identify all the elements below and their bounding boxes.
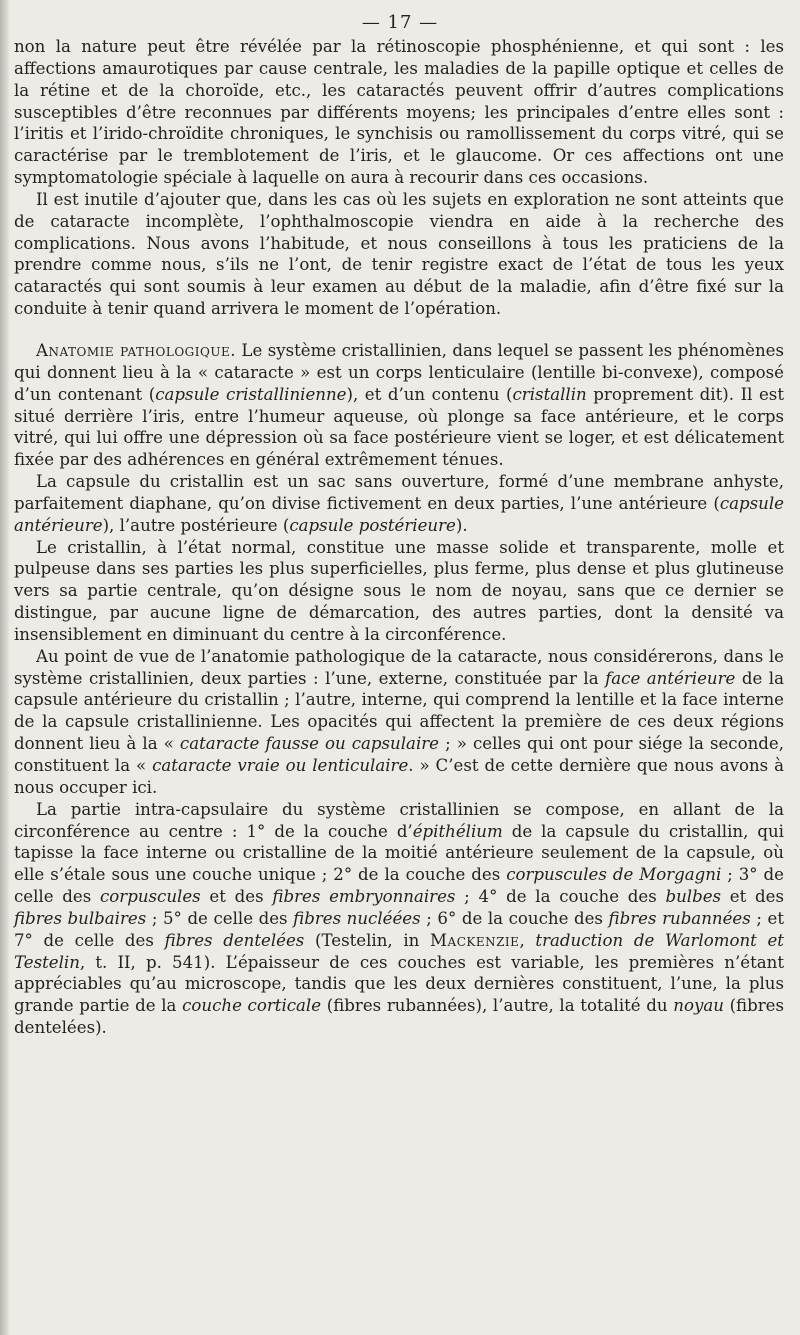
emphasis: fibres bulbaires [14, 908, 147, 928]
paragraph-capsule: La capsule du cristallin est un sac sans ouverture, formé d’une membrane anhyste, parfaitement diaphane, qu’on divise fictivement en deux parties, l’une antérieure (capsule antérieure), l’autre postérieure (capsule postérieure). [14, 472, 784, 535]
paragraph-complications: non la nature peut être révélée par la rétinoscopie phosphénienne, et qui sont : les affections amaurotiques par cause centrale, les maladies de la papille optique et celles de la rétine et de la choroïde, etc., les cataractés peuvent offrir d’autres complications susceptibles d’être reconnues par différents moyens; les principales d’entre elles sont : l’iritis et l’irido-chroïdite chroniques, le synchisis ou ramollissement du corps vitré, qui se caractérise par le tremblotement de l’iris, et le glaucome. Or ces affections ont une symptomatologie spéciale à laquelle on aura à recourir dans ces occasions. [14, 37, 784, 188]
page-number: — 17 — [361, 12, 439, 33]
author-name: Mackenzie [430, 930, 520, 950]
emphasis: fibres dentelées [164, 930, 305, 950]
emphasis: bulbes [665, 887, 722, 907]
page-body [14, 36, 784, 1039]
emphasis: cristallin [512, 384, 587, 404]
paragraph-pathology: Au point de vue de l’anatomie pathologique de la cataracte, nous considérerons, dans le système cristallinien, deux parties : l’une, externe, constituée par la face antérieure de la capsule antérieure du cristallin ; l’autre, interne, qui comprend la lentille et la face interne de la capsule cristallinienne. Les opacités qui affectent la première de ces deux régions donnent lieu à la « cataracte fausse ou capsulaire ; » celles qui ont pour siége la seconde, constituent la « cataracte vraie ou lenticulaire. » C’est de cette dernière que nous avons à nous occuper ici. [14, 646, 784, 797]
emphasis: fibres rubannées [608, 908, 751, 928]
page-binding-shadow [0, 0, 10, 1335]
emphasis: corpuscules de Morgagni [506, 865, 722, 885]
emphasis: fibres nucléées [293, 908, 421, 928]
emphasis: capsule cristallinienne [155, 384, 347, 404]
emphasis: fibres embryonnaires [272, 887, 456, 907]
emphasis: corpuscules [100, 887, 201, 907]
paragraph-layers: La partie intra-capsulaire du système cristallinien se compose, en allant de la circonférence au centre : 1° de la couche d’épithélium de la capsule du cristallin, qui tapisse la face interne ou cristalline de la moitié antérieure seulement de la capsule, où elle s’étale sous une couche unique ; 2° de la couche des corpuscules de Morgagni ; 3° de celle des corpuscules et des fibres embryonnaires ; 4° de la couche des bulbes et des fibres bulbaires ; 5° de celle des fibres nucléées ; 6° de la couche des fibres rubannées ; et 7° de celle des fibres dentelées (Testelin, in Mackenzie, traduction de Warlomont et Testelin, t. II, p. 541). L’épaisseur de ces couches est variable, les premières n’étant appréciables qu’au microscope, tandis que les deux dernières constituent, l’une, la plus grande partie de la couche corticale (fibres rubannées), l’autre, la totalité du noyau (fibres dentelées). [14, 799, 785, 1038]
emphasis: capsule postérieure [289, 515, 456, 535]
emphasis: cataracte vraie ou lenticulaire [152, 756, 409, 775]
emphasis: face antérieure [605, 668, 736, 688]
emphasis: épithélium [412, 821, 503, 841]
emphasis: noyau [673, 996, 724, 1016]
emphasis: capsule antérieure [14, 493, 784, 535]
paragraph-ophthalmoscopy: Il est inutile d’ajouter que, dans les cas où les sujets en exploration ne sont atteints que de cataracte incomplète, l’ophthalmoscopie viendra en aide à la recherche des complications. Nous avons l’habitude, et nous conseillons à tous les praticiens de la prendre comme nous, s’ils ne l’ont, de tenir registre exact de l’état de tous les yeux cataractés qui sont soumis à leur examen au début de la maladie, afin d’être fixé sur la conduite à tenir quand arrivera le moment de l’opération. [14, 189, 784, 319]
section-heading: Anatomie pathologique. [36, 340, 236, 360]
emphasis: couche corticale [182, 996, 322, 1016]
paragraph-anatomy: Anatomie pathologique. Le système cristallinien, dans lequel se passent les phénomènes qui donnent lieu à la « cataracte » est un corps lenticulaire (lentille bi-convexe), composé d’un contenant (capsule cristallinienne), et d’un contenu (cristallin proprement dit). Il est situé derrière l’iris, entre l’humeur aqueuse, où plonge sa face antérieure, et le corps vitré, qui lui offre une dépression où sa face postérieure vient se loger, et est délicatement fixée par des adhérences en général extrêmement ténues. [14, 340, 784, 470]
paragraph-lens: Le cristallin, à l’état normal, constitue une masse solide et transparente, molle et pulpeuse dans ses parties les plus superficielles, plus ferme, plus dense et plus glutineuse vers sa partie centrale, qu’on désigne sous le nom de noyau, sans que ce dernier se distingue, par aucune ligne de démarcation, des autres parties, dont la densité va insensiblement en diminuant du centre à la circonférence. [14, 537, 784, 644]
emphasis: cataracte fausse ou capsulaire [179, 734, 440, 754]
emphasis: traduction de Warlomont et Testelin [14, 930, 784, 972]
